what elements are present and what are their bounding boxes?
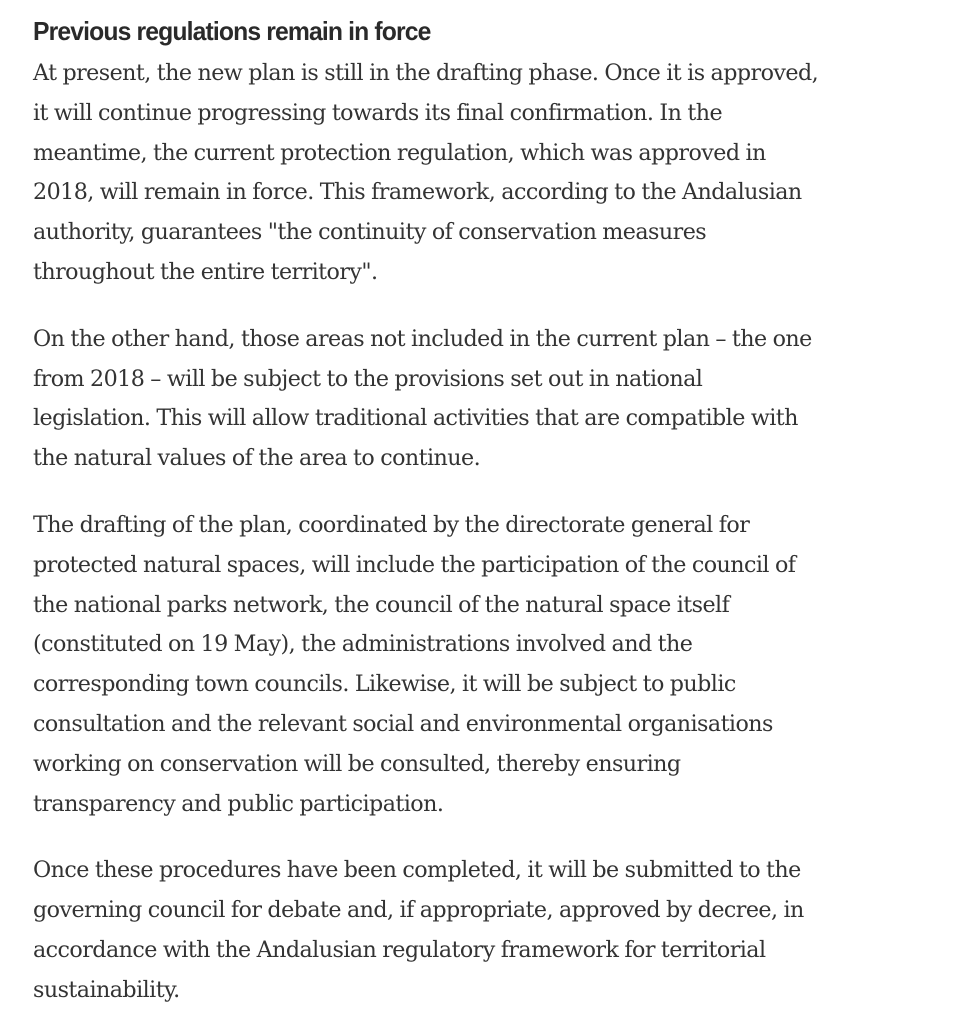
text-line: it will continue progressing towards its final confirmation. In the bbox=[33, 99, 723, 126]
paragraph-areas-not-included bbox=[33, 320, 933, 479]
paragraph-procedures-completed bbox=[33, 851, 933, 1010]
text-line: At present, the new plan is still in the drafting phase. Once it is approved, bbox=[33, 60, 819, 86]
text-line: from 2018 – will be subject to the provisions set out in national bbox=[33, 365, 703, 392]
text-line: authority, guarantees "the continuity of conservation measures bbox=[33, 219, 707, 246]
text-line: governing council for debate and, if appropriate, approved by decree, in bbox=[33, 897, 804, 924]
text-line: accordance with the Andalusian regulatory framework for territorial bbox=[33, 936, 766, 963]
text-line: On the other hand, those areas not included in the current plan – the one bbox=[33, 325, 812, 352]
text-line: protected natural spaces, will include the participation of the council of bbox=[33, 551, 796, 578]
text-line: 2018, will remain in force. This framework, according to the Andalusian bbox=[33, 179, 802, 206]
text-line: the natural values of the area to continue. bbox=[33, 445, 481, 472]
text-line: consultation and the relevant social and environmental organisations bbox=[33, 710, 773, 737]
text-line: (constituted on 19 May), the administrations involved and the bbox=[33, 631, 693, 658]
text-line: transparency and public participation. bbox=[33, 790, 444, 817]
text-line: working on conservation will be consulted, thereby ensuring bbox=[33, 750, 681, 777]
text-line: The drafting of the plan, coordinated by the directorate general for bbox=[33, 511, 750, 538]
paragraph-plan-drafting bbox=[33, 506, 933, 824]
text-line: throughout the entire territory". bbox=[33, 258, 378, 285]
text-line: meantime, the current protection regulation, which was approved in bbox=[33, 139, 766, 166]
text-line: corresponding town councils. Likewise, it will be subject to public bbox=[33, 671, 736, 698]
section-heading: Previous regulations remain in force bbox=[33, 16, 431, 46]
paragraph-drafting-phase bbox=[33, 54, 933, 293]
text-line: sustainability. bbox=[33, 976, 180, 1003]
text-line: the national parks network, the council of the natural space itself bbox=[33, 591, 730, 618]
text-line: legislation. This will allow traditional activities that are compatible with bbox=[33, 405, 798, 432]
text-line: Once these procedures have been completed, it will be submitted to the bbox=[33, 857, 801, 884]
